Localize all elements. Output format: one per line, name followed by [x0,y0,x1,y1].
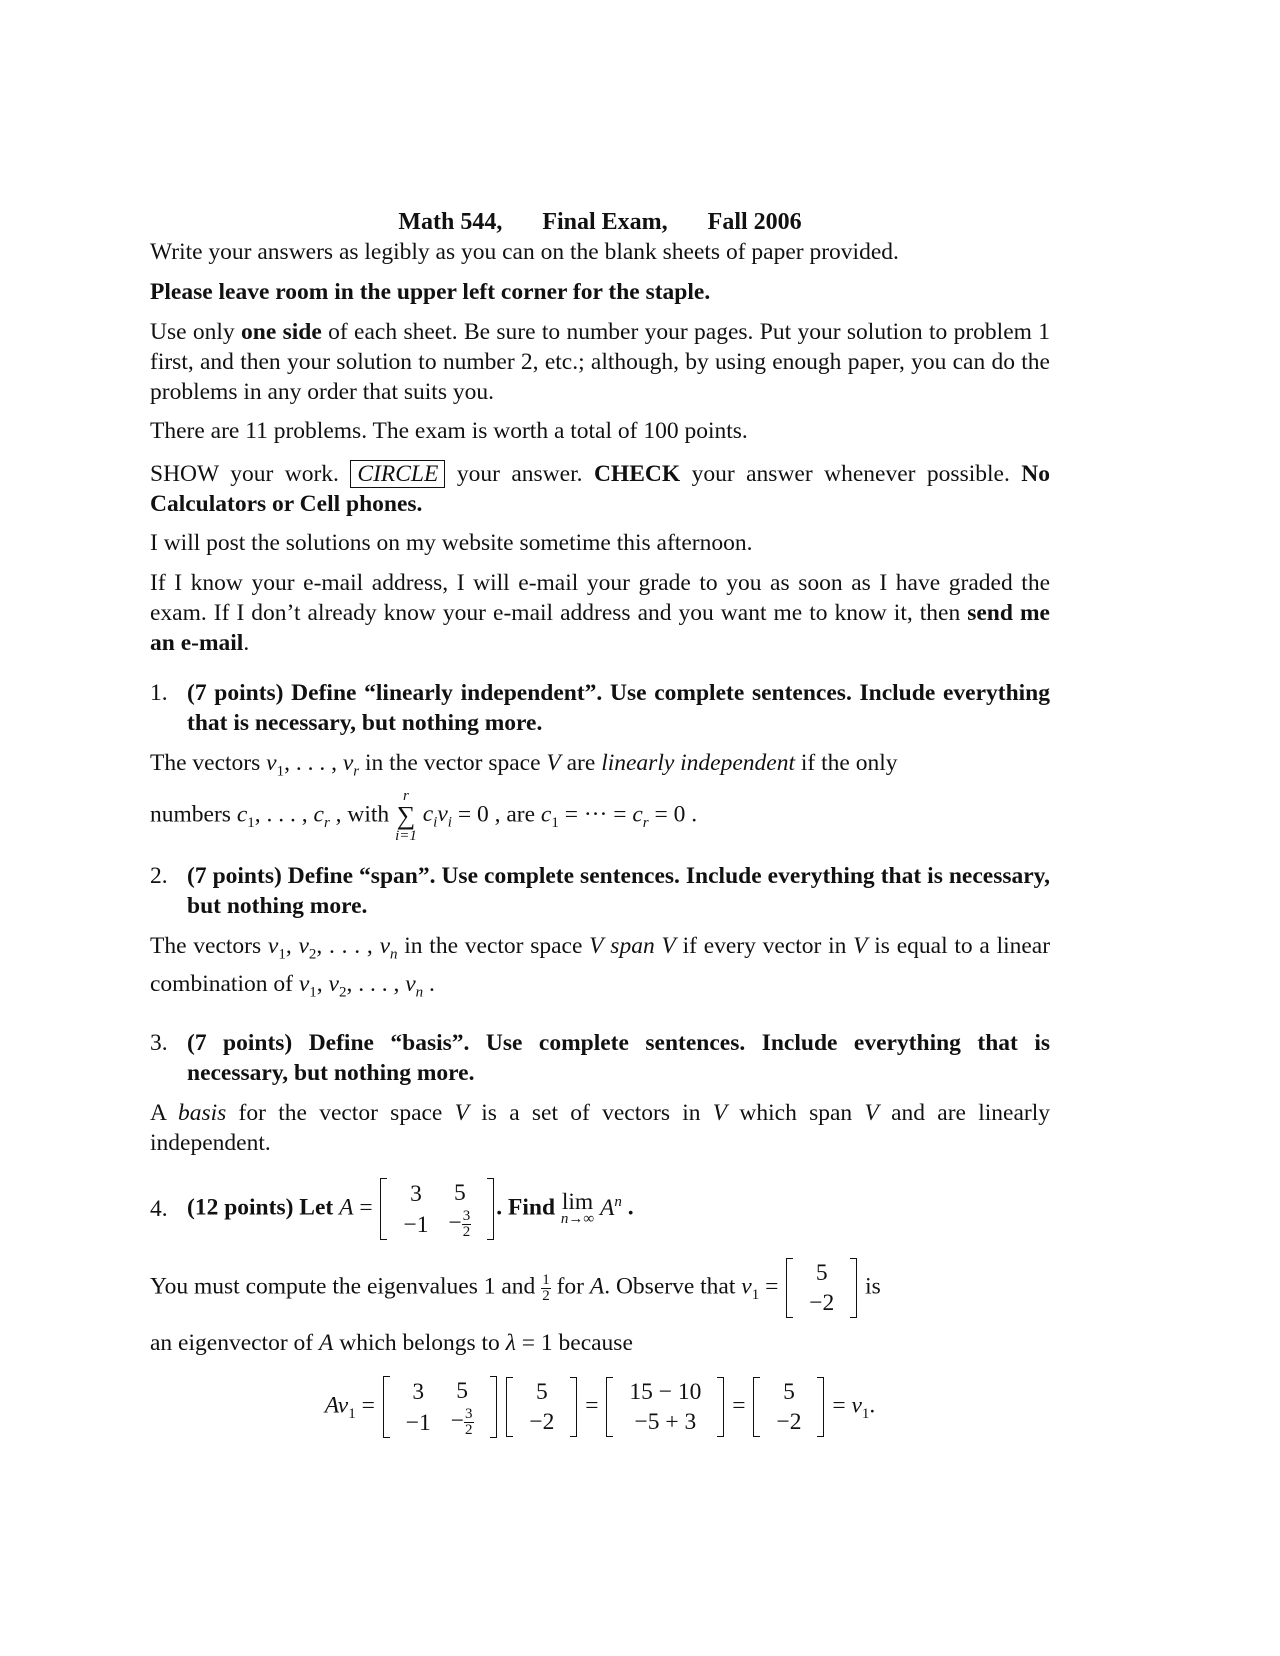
answer-1-line1: The vectors $v_1$, . . . , $v_r$ in the vector space V are linearly independent if the only [150,750,898,780]
problem-3-prompt: (7 points) Define “basis”. Use complete sentences. Include everything that is necessary, but nothing more. [187,1030,1050,1087]
instruction-show-work: SHOW your work. CIRCLE your answer. CHECK your answer whenever possible. No Calculators or Cell phones. [150,461,1051,517]
answer-2: The vectors $v_1$, $v_2$, . . . , $v_n$ in the vector space V span V if every vector in V is equal to a linear combination of $v_1$, $v_2$, . . . , $v_n$ . [150,932,1051,1002]
problem-2: 2. (7 points) Define “span”. Use complete sentences. Include everything that is necessary, but nothing more. [150,862,1050,919]
instruction-email: If I know your e-mail address, I will e-mail your grade to you as soon as I have graded the exam. If I don’t already know your e-mail address and you want me to know it, then send me an e-mail. [150,570,1050,656]
problem-3: 3. (7 points) Define “basis”. Use complete sentences. Include everything that is necessary, but nothing more. [150,1030,1050,1087]
problem-2-prompt: (7 points) Define “span”. Use complete sentences. Include everything that is necessary, but nothing more. [187,862,1050,919]
exam-title [150,207,1050,237]
answer-4-line1: You must compute the eigenvalues 1 and $\frac{1}{2}$ for A. Observe that $v_1$ = 5 −2 is [150,1260,881,1317]
course-name: Math 544, [398,209,503,235]
instruction-staple: Please leave room in the upper left corner for the staple. [150,279,711,305]
problem-4-prompt: (12 points) Let A = 3 −1 5 − $\frac{3}{2}$ . Find lim n→∞ $A^n$ . [187,1180,634,1241]
instruction-solutions: I will post the solutions on my website sometime this afternoon. [150,530,753,556]
instruction-points: There are 11 problems. The exam is worth a total of 100 points. [150,418,748,444]
matrix-a: 3 −1 5 − $\frac{3}{2}$ [380,1178,494,1240]
exam-content [150,207,1050,1438]
circle-box: CIRCLE [350,460,445,488]
problem-1: 1. (7 points) Define “linearly independent”. Use complete sentences. Include everything that is necessary, but nothing more. [150,680,1050,736]
problem-1-prompt: (7 points) Define “linearly independent”. Use complete sentences. Include everything that is necessary, but nothing more. [187,680,1050,736]
instruction-one-side: Use only one side of each sheet. Be sure to number your pages. Put your solution to problem 1 first, and then your solution to number 2, etc.; although, by using enough paper, you can do the problems in any order that suits you. [150,319,1050,405]
eigen-check-equation: $Av_1$ = 3 −1 5 − $\frac{3}{2}$ 5 −2 = 15 − 10 −5 + 3 = 5 −2 = $v_1$. [324,1378,876,1439]
exam-name: Final Exam, [542,209,668,235]
answer-1-line2: numbers $c_1$, . . . , $c_r$ , with r ∑ i=1 $c_iv_i = 0$ , are $c_1$ = ··· = $c_r = 0$ . [150,787,698,844]
problem-4: 4. (12 points) Let A = 3 −1 5 − $\frac{3}{2}$ . Find lim n→∞ $A^n$ . [150,1178,1050,1240]
answer-4-line2: an eigenvector of A which belongs to λ = 1 because [150,1330,633,1357]
exam-term: Fall 2006 [707,209,802,235]
answer-3: A basis for the vector space V is a set of vectors in V which span V and are linearly independent. [150,1100,1050,1157]
vector-v1: 5 −2 [786,1258,857,1318]
instruction-paper: Write your answers as legibly as you can on the blank sheets of paper provided. [150,239,899,265]
